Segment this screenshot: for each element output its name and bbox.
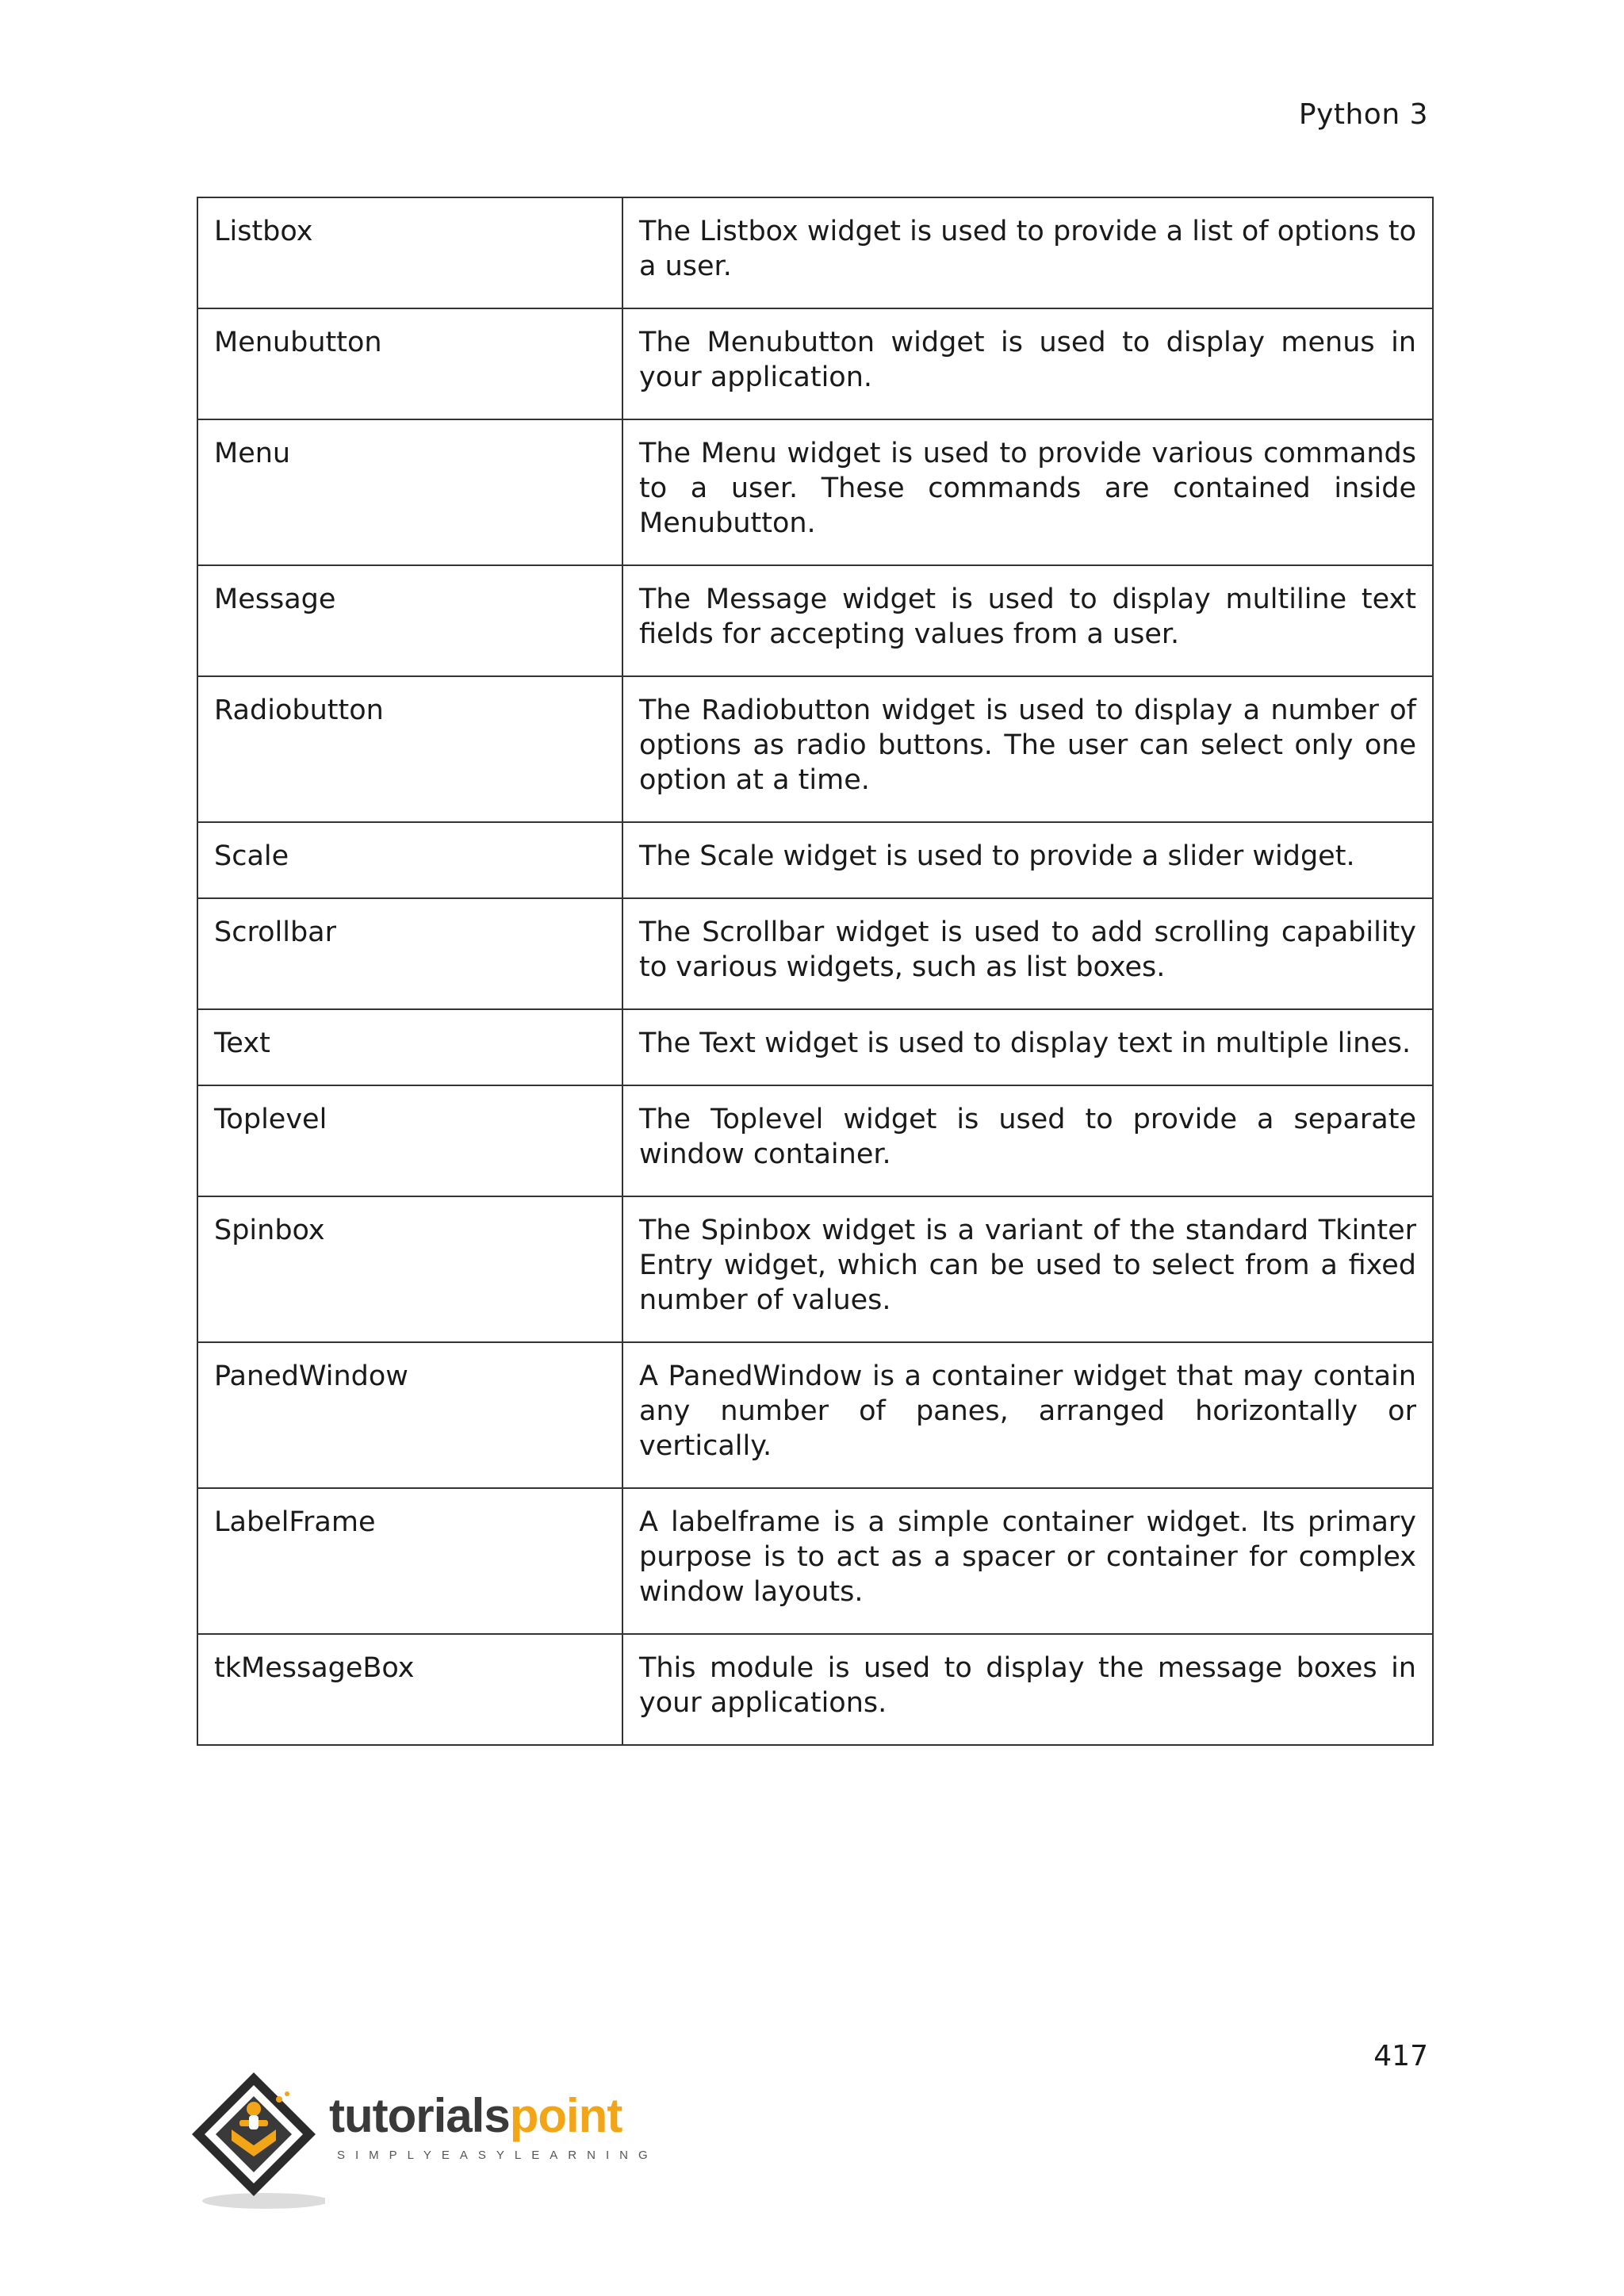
- widget-description-cell: The Scrollbar widget is used to add scrolling capability to various widgets, such as list boxes.: [622, 898, 1433, 1009]
- table-row: [197, 565, 1433, 676]
- widget-description-cell: The Message widget is used to display multiline text fields for accepting values from a user.: [622, 565, 1433, 676]
- page-number: 417: [1373, 2040, 1428, 2072]
- widget-description-cell: The Radiobutton widget is used to display a number of options as radio buttons. The user can select only one option at a time.: [622, 676, 1433, 822]
- widget-description-cell: The Text widget is used to display text in multiple lines.: [622, 1009, 1433, 1085]
- widget-name-cell: Toplevel: [197, 1085, 622, 1196]
- widget-description-cell: The Scale widget is used to provide a slider widget.: [622, 822, 1433, 898]
- tutorialspoint-logo: [190, 2068, 666, 2210]
- widget-name-cell: Menu: [197, 419, 622, 565]
- table-row: [197, 197, 1433, 308]
- table-row: [197, 1009, 1433, 1085]
- table-row: [197, 676, 1433, 822]
- logo-word-point: point: [509, 2089, 622, 2142]
- widget-name-cell: Scale: [197, 822, 622, 898]
- widget-name-cell: Message: [197, 565, 622, 676]
- widget-description-cell: The Spinbox widget is a variant of the standard Tkinter Entry widget, which can be used to select from a fixed number of values.: [622, 1196, 1433, 1342]
- table-row: [197, 419, 1433, 565]
- table-row: [197, 822, 1433, 898]
- logo-word-tutorials: tutorials: [329, 2089, 510, 2142]
- table-row: [197, 1634, 1433, 1745]
- widget-name-cell: Listbox: [197, 197, 622, 308]
- page-header-title: Python 3: [1298, 98, 1428, 131]
- widget-name-cell: Text: [197, 1009, 622, 1085]
- widget-name-cell: Menubutton: [197, 308, 622, 419]
- widget-name-cell: Spinbox: [197, 1196, 622, 1342]
- widget-description-cell: A labelframe is a simple container widget. Its primary purpose is to act as a spacer or container for complex window layouts.: [622, 1488, 1433, 1634]
- table-row: [197, 1085, 1433, 1196]
- widget-description-cell: The Listbox widget is used to provide a list of options to a user.: [622, 197, 1433, 308]
- widget-name-cell: LabelFrame: [197, 1488, 622, 1634]
- logo-tagline: SIMPLYEASYLEARNING: [337, 2149, 658, 2162]
- table-row: [197, 1488, 1433, 1634]
- widget-name-cell: tkMessageBox: [197, 1634, 622, 1745]
- widget-description-cell: A PanedWindow is a container widget that may contain any number of panes, arranged horizontally or vertically.: [622, 1342, 1433, 1488]
- widget-name-cell: Radiobutton: [197, 676, 622, 822]
- widget-name-cell: PanedWindow: [197, 1342, 622, 1488]
- widget-description-cell: The Menu widget is used to provide various commands to a user. These commands are contained inside Menubutton.: [622, 419, 1433, 565]
- widget-description-cell: The Menubutton widget is used to display menus in your application.: [622, 308, 1433, 419]
- table-row: [197, 1342, 1433, 1488]
- table-row: [197, 898, 1433, 1009]
- logo-wordmark: [329, 2088, 622, 2144]
- tutorialspoint-logo-icon: [190, 2068, 325, 2210]
- widget-description-cell: The Toplevel widget is used to provide a separate window container.: [622, 1085, 1433, 1196]
- table-row: [197, 1196, 1433, 1342]
- table-row: [197, 308, 1433, 419]
- widgets-table: [197, 197, 1434, 1746]
- widget-description-cell: This module is used to display the message boxes in your applications.: [622, 1634, 1433, 1745]
- widgets-table-body: [197, 197, 1433, 1745]
- widget-name-cell: Scrollbar: [197, 898, 622, 1009]
